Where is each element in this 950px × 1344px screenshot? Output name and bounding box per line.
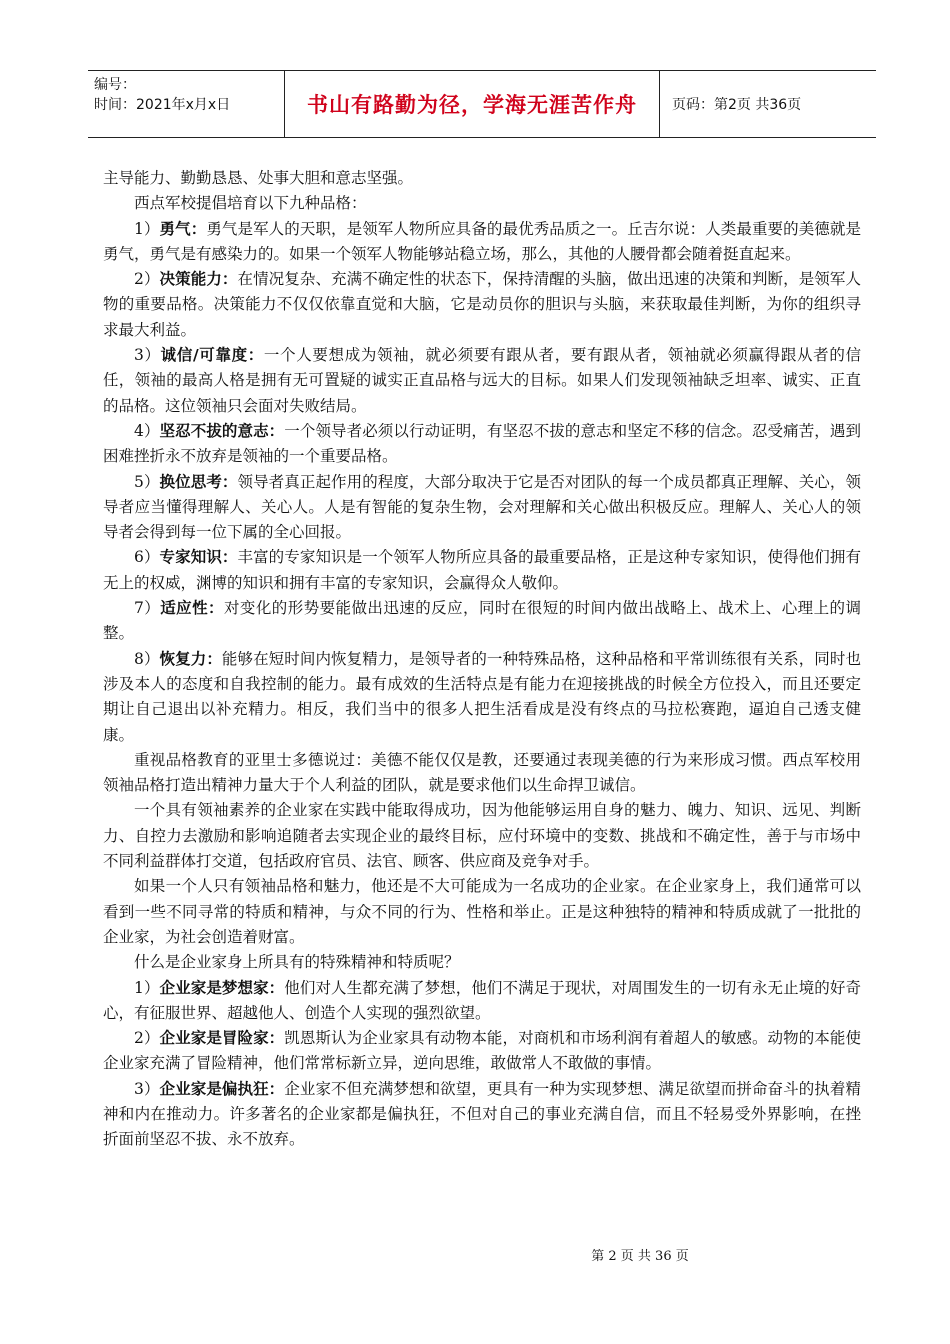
- header-motto: 书山有路勤为径，学海无涯苦作舟: [307, 93, 637, 117]
- term-label: 换位思考：: [159, 472, 238, 491]
- paragraph-aristotle: 重视品格教育的亚里士多德说过：美德不能仅仅是教，还要通过表现美德的行为来形成习惯。西点军校用领袖品格打造出精神力量大于个人利益的团队，就是要求他们以生命捍卫诚信。: [103, 750, 861, 795]
- paragraph-question: 什么是企业家身上所具有的特殊精神和特质呢？: [134, 953, 460, 972]
- term-label: 坚忍不拔的意志：: [159, 421, 285, 440]
- list-item-empathy: 5）换位思考：领导者真正起作用的程度，大部分取决于它是否对团队的每一个成员都真正理解、关心，领导者应当懂得理解人、关心人。人是有智能的复杂生物，会对理解和关心做出积极反应。理解人、关心人的领导者会得到每一位下属的全心回报。: [103, 472, 861, 542]
- footer-page-number: 第 2 页 共 36 页: [591, 1249, 689, 1264]
- list-item-adventurer: 2）企业家是冒险家：凯恩斯认为企业家具有动物本能，对商机和市场利润有着超人的敏感。动物的本能使企业家充满了冒险精神，他们常常标新立异，逆向思维，敢做常人不敢做的事情。: [103, 1029, 861, 1073]
- term-label: 决策能力：: [159, 270, 238, 289]
- list-item-decision: 2）决策能力：在情况复杂、充满不确定性的状态下，保持清醒的头脑，做出迅速的决策和判断，是领军人物的重要品格。决策能力不仅仅依靠直觉和大脑，它是动员你的胆识与头脑，来获取最佳判断，为你的组织寻求最大利益。: [103, 270, 861, 339]
- header-meta: [88, 71, 284, 137]
- term-label: 企业家是冒险家：: [159, 1029, 285, 1048]
- list-item-perseverance: 4）坚忍不拔的意志：一个领导者必须以行动证明，有坚忍不拔的意志和坚定不移的信念。忍受痛苦，遇到困难挫折永不放弃是领袖的一个重要品格。: [103, 421, 861, 466]
- term-label: 诚信/可靠度：: [160, 346, 264, 365]
- term-label: 恢复力：: [159, 649, 222, 668]
- list-item-integrity: 3）诚信/可靠度：一个人要想成为领袖，就必须要有跟从者，要有跟从者，领袖就必须赢得跟从者的信任，领袖的最高人格是拥有无可置疑的诚实正直品格与远大的目标。如果人们发现领袖缺乏坦率、诚实、正直的品格。这位领袖只会面对失败结局。: [103, 346, 861, 415]
- term-label: 企业家是偏执狂：: [159, 1079, 285, 1098]
- document-body: [103, 166, 861, 1153]
- page-footer: [0, 1245, 950, 1264]
- list-item-courage: 1）勇气：勇气是军人的天职，是领军人物所应具备的最优秀品质之一。丘吉尔说：人类最重要的美德就是勇气，勇气是有感染力的。如果一个领军人物能够站稳立场，那么，其他的人腰骨都会随着挺直起来。: [103, 219, 861, 263]
- header-motto-cell: [284, 71, 660, 137]
- list-item-resilience: 8）恢复力：能够在短时间内恢复精力，是领导者的一种特殊品格，这种品格和平常训练很有关系，同时也涉及本人的态度和自我控制的能力。最有成效的生活特点是有能力在迎接挑战的时候全方位投入，而且还要定期让自己退出以补充精力。相反，我们当中的很多人把生活看成是没有终点的马拉松赛跑，逼迫自己透支健康。: [103, 649, 861, 744]
- document-time-label: 时间：2021年x月x日: [94, 97, 231, 113]
- header-page-label: 页码：第2页 共36页: [672, 97, 802, 113]
- term-label: 企业家是梦想家：: [159, 978, 285, 997]
- list-item-dreamer: 1）企业家是梦想家：他们对人生都充满了梦想，他们不满足于现状，对周围发生的一切有永无止境的好奇心，有征服世界、超越他人、创造个人实现的强烈欲望。: [103, 978, 861, 1022]
- term-label: 专家知识：: [159, 548, 238, 567]
- document-number-label: 编号：: [94, 77, 136, 93]
- header-page-cell: [660, 71, 876, 137]
- list-item-obsessive: 3）企业家是偏执狂：企业家不但充满梦想和欲望，更具有一种为实现梦想、满足欲望而拼命奋斗的执着精神和内在推动力。许多著名的企业家都是偏执狂，不但对自己的事业充满自信，而且不轻易受外界影响，在挫折面前坚忍不拔、永不放弃。: [103, 1079, 861, 1149]
- list-item-expertise: 6）专家知识：丰富的专家知识是一个领军人物所应具备的最重要品格，正是这种专家知识，使得他们拥有无上的权威，渊博的知识和拥有丰富的专家知识，会赢得众人敬仰。: [103, 548, 861, 592]
- term-label: 勇气：: [159, 219, 207, 238]
- paragraph-intro: 西点军校提倡培育以下九种品格：: [134, 194, 367, 213]
- term-label: 适应性：: [160, 599, 224, 618]
- paragraph-continuation: 主导能力、勤勤恳恳、处事大胆和意志坚强。: [103, 169, 414, 187]
- paragraph-entrepreneur-traits: 如果一个人只有领袖品格和魅力，他还是不大可能成为一名成功的企业家。在企业家身上，我们通常可以看到一些不同寻常的特质和精神，与众不同的行为、性格和举止。正是这种独特的精神和特质成就了一批批的企业家，为社会创造着财富。: [103, 877, 861, 946]
- list-item-adaptability: 7）适应性：对变化的形势要能做出迅速的反应，同时在很短的时间内做出战略上、战术上、心理上的调整。: [103, 599, 861, 643]
- page-header: [88, 70, 876, 138]
- paragraph-entrepreneur-leader: 一个具有领袖素养的企业家在实践中能取得成功，因为他能够运用自身的魅力、魄力、知识、远见、判断力、自控力去激励和影响追随者去实现企业的最终目标，应付环境中的变数、挑战和不确定性，善于与市场中不同利益群体打交道，包括政府官员、法官、顾客、供应商及竞争对手。: [103, 801, 861, 871]
